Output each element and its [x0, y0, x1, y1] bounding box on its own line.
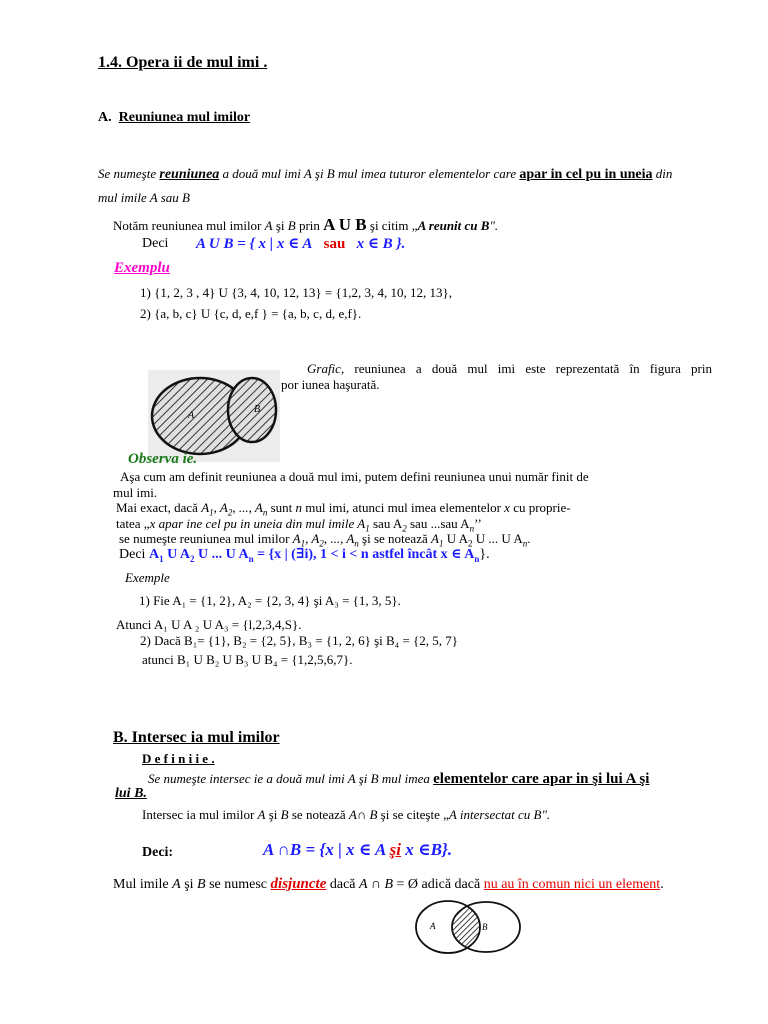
disjoint-text: Mul imile	[113, 877, 173, 892]
obs-a: , ..., A	[323, 531, 355, 546]
formula-part: A	[148, 547, 160, 562]
union-deci-label: Deci	[142, 236, 169, 251]
obs-sub: 1	[438, 538, 444, 549]
intersection-venn-diagram	[412, 897, 524, 957]
formula-sub: n	[474, 553, 480, 564]
obs-sub: 2	[468, 538, 473, 549]
disjoint-and: şi	[180, 877, 198, 892]
notation-b: B	[280, 807, 289, 822]
disjoint-a: A	[172, 877, 181, 892]
notation-a: A	[257, 807, 266, 822]
obs-text: sau A	[369, 516, 403, 531]
union-set-formula-2: x ∈ B }.	[356, 236, 406, 252]
venn-label-a: A	[188, 410, 195, 421]
intersection-formula-inline: A∩ B	[348, 807, 378, 822]
obs-a: , A	[305, 531, 320, 546]
intersection-deci-label: Deci:	[142, 845, 174, 860]
disjoint-text: se numesc	[205, 877, 271, 892]
intersection-set-formula	[263, 840, 452, 860]
obs-sub: 1	[209, 507, 214, 518]
examples-1: 1) Fie A₁ = {1, 2}, A₂ = {2, 3, 4} şi A₃ = {1, 3, 5}.	[139, 593, 401, 608]
grafic-label: Grafic,	[307, 361, 345, 376]
formula-part: U ... U A	[194, 547, 249, 562]
obs-text: Mai exact, dacă	[116, 500, 202, 515]
intersection-def-text: Se numeşte intersec ie a două mul imi A şi B mul imea	[148, 771, 434, 786]
examples-2b: atunci B₁ U B₂ U B₃ U B₄ = {1,2,5,6,7}.	[142, 652, 353, 667]
obs-sub: 1	[365, 523, 370, 534]
notation-end: ".	[489, 218, 499, 233]
obs-a: A	[201, 500, 210, 515]
example-1: 1) {1, 2, 3 , 4} U {3, 4, 10, 12, 13} = {1,2, 3, 4, 10, 12, 13},	[140, 285, 452, 300]
notation-text: Intersec ia mul imilor	[142, 807, 258, 822]
union-def-text: Se numeşte	[98, 166, 160, 181]
formula-sub: n	[248, 553, 254, 564]
grafic-desc: reuniunea a două mul imi este reprezentată în figura prin	[344, 361, 712, 376]
disjoint-b: B	[197, 877, 206, 892]
disjoint-highlight: nu au în comun nici un element	[483, 877, 661, 892]
notation-and: şi	[272, 218, 288, 233]
union-term: reuniunea	[159, 167, 220, 182]
deci-label: Deci	[119, 547, 149, 562]
obs-sub: 1	[300, 538, 306, 549]
section-a-heading	[98, 110, 250, 126]
page-title: 1.4. Opera ii de mul imi .	[98, 54, 268, 71]
example-2: 2) {a, b, c} U {c, d, e,f } = {a, b, c, d, e,f}.	[140, 306, 362, 321]
obs-a: A	[292, 531, 301, 546]
observation-line-3	[116, 500, 571, 518]
intersection-definition-line2: lui B.	[115, 786, 147, 801]
obs-sub: n	[354, 538, 359, 549]
obs-a: , A	[213, 500, 228, 515]
disjoint-sentence	[113, 876, 664, 893]
intersection-formula-1: A ∩B = {x | x ∈ A	[263, 840, 390, 859]
examples-2: 2) Dacă B₁= {1}, B₂ = {2, 5}, B₃ = {1, 2, 6} şi B₄ = {2, 5, 7}	[140, 633, 459, 648]
general-union-formula	[119, 546, 490, 564]
example-label: Exemplu	[114, 260, 170, 276]
notation-and: şi	[265, 807, 281, 822]
obs-text: se numeşte reuniunea mul imilor	[119, 531, 293, 546]
definition-label: D e f i n i i e .	[142, 751, 215, 766]
disjoint-formula: A ∩ B	[359, 877, 393, 892]
union-formula: A U B	[323, 215, 367, 234]
obs-text: sau ...sau A	[406, 516, 470, 531]
obs-text: tatea „	[116, 516, 150, 531]
section-a-letter: A.	[98, 110, 112, 125]
notation-reads: A reunit cu B	[417, 218, 490, 233]
notation-text: Notăm reuniunea mul imilor	[113, 218, 265, 233]
venn2-label-b: B	[482, 922, 488, 932]
union-definition-line2: mul imile A sau B	[98, 190, 190, 205]
disjoint-end: .	[660, 877, 664, 892]
obs-text: .	[527, 531, 531, 546]
formula-end: }.	[479, 547, 490, 562]
examples-label: Exemple	[125, 570, 170, 585]
notation-end: ".	[541, 807, 551, 822]
observation-line-1: Aşa cum am definit reuniunea a două mul imi, putem defini reuniunea unui număr finit de	[120, 469, 589, 484]
disjoint-text: = Ø adică dacă	[393, 877, 484, 892]
intersection-formula-2: x ∈B}.	[401, 840, 453, 859]
union-sau: sau	[323, 236, 346, 252]
section-b-heading: B. Intersec ia mul imilor	[113, 729, 280, 746]
obs-sub: n	[262, 507, 268, 518]
observation-label: Observa ie.	[128, 451, 198, 467]
union-def-text-2: a două mul imi A şi B mul imea tuturor elementelor care	[219, 166, 520, 181]
union-def-text-3: din	[652, 166, 673, 181]
formula-part: U A	[163, 547, 191, 562]
grafic-text	[307, 361, 712, 377]
obs-text: şi se notează	[358, 531, 431, 546]
obs-a: , ..., A	[232, 500, 263, 515]
obs-x: x	[504, 500, 510, 515]
grafic-text-line2: por iunea haşurată.	[281, 377, 380, 392]
obs-sub: 2	[227, 507, 233, 518]
examples-1b: Atunci A₁ U A ₂ U A₃ = {l,2,3,4,S}.	[116, 617, 302, 632]
obs-sub: n	[469, 523, 475, 534]
obs-text: U A	[443, 531, 469, 546]
obs-text: cu proprie-	[509, 500, 571, 515]
obs-text: ’’	[474, 516, 482, 531]
obs-text: mul imi, atunci mul imea elementelor	[302, 500, 505, 515]
venn-label-b: B	[254, 404, 261, 415]
notation-b: B	[287, 218, 296, 233]
union-definition	[98, 166, 672, 183]
disjoint-term: disjuncte	[270, 876, 327, 892]
obs-sub: 2	[319, 538, 324, 549]
union-notation	[113, 215, 498, 235]
obs-sub: n	[522, 538, 528, 549]
observation-line-2: mul imi.	[113, 485, 158, 500]
formula-sub: 1	[159, 553, 164, 564]
notation-text: şi se citeşte „	[377, 807, 449, 822]
venn2-label-a: A	[430, 921, 436, 931]
obs-a: A	[431, 531, 439, 546]
obs-text: U ... U A	[472, 531, 523, 546]
formula-sub: 2	[190, 553, 195, 564]
obs-text: sunt	[267, 500, 296, 515]
notation-a: A	[264, 218, 273, 233]
obs-text: x apar ine cel pu in uneia din mul imile A	[149, 516, 366, 531]
union-venn-diagram	[148, 370, 280, 462]
union-set-formula	[196, 234, 405, 253]
section-a-title: Reuniunea mul imilor	[118, 110, 251, 125]
obs-n: n	[295, 500, 302, 515]
disjoint-text: dacă	[326, 877, 360, 892]
intersection-si: şi	[389, 840, 402, 859]
notation-reads: A intersectat cu B	[448, 807, 542, 822]
intersection-definition	[148, 771, 649, 788]
notation-prin: prin	[295, 218, 324, 233]
intersection-notation	[142, 807, 550, 823]
intersection-def-highlight: elementelor care apar in şi lui A şi	[433, 771, 650, 787]
notation-citim: şi citim „	[366, 218, 418, 233]
formula-part: = {x | (∃i), 1 < i < n astfel încât x ∈ A	[253, 547, 475, 562]
notation-text: se notează	[288, 807, 349, 822]
union-def-highlight: apar in cel pu in uneia	[519, 167, 653, 182]
obs-sub: 2	[402, 523, 407, 534]
union-set-formula-1: A U B = { x | x ∈ A	[196, 236, 313, 252]
